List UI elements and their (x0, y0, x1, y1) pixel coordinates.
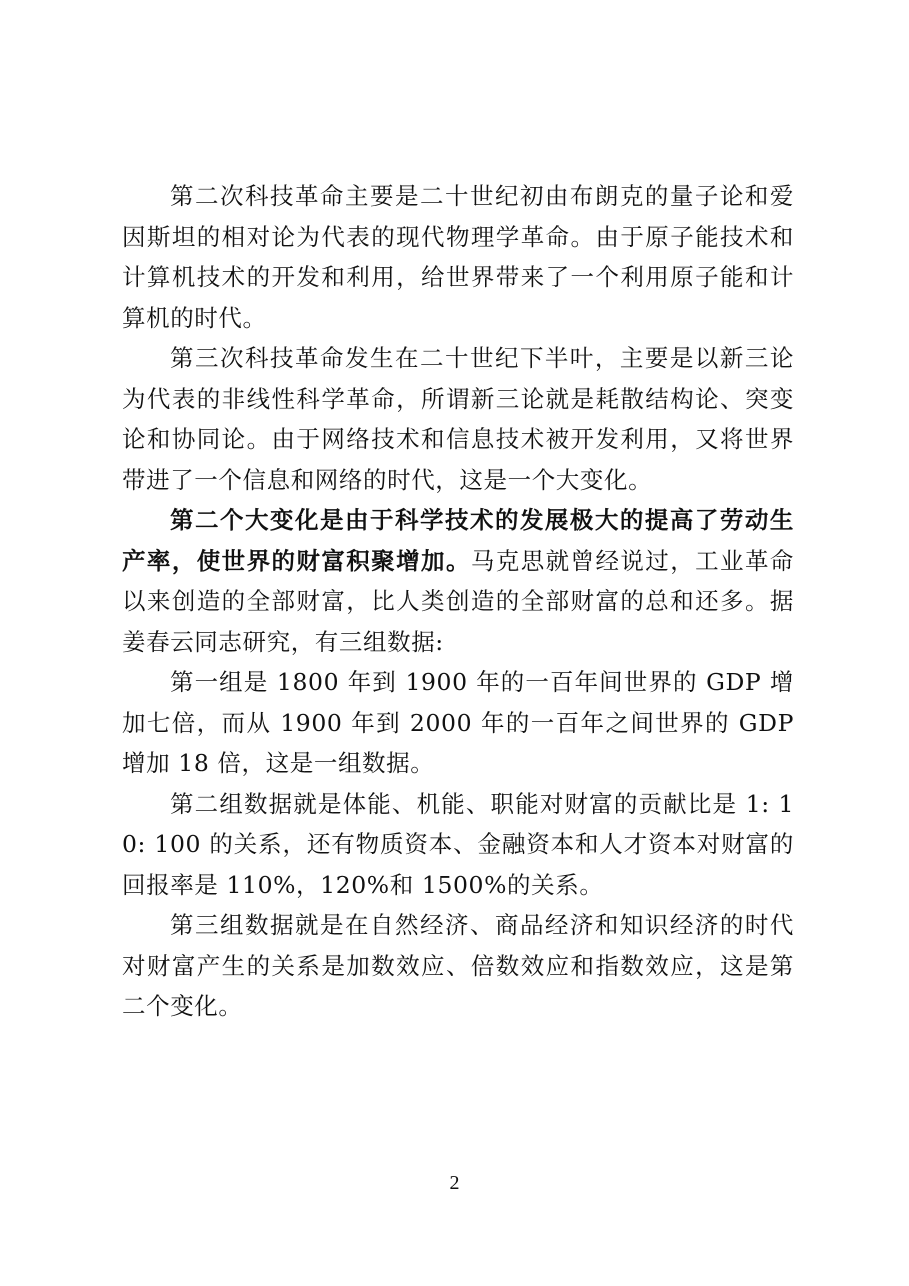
paragraph-data-group-2 (122, 784, 794, 906)
page-number: 2 (449, 1172, 460, 1194)
paragraph-text: 第三组数据就是在自然经济、商品经济和知识经济的时代对财富产生的关系是加数效应、倍数效应和指数效应，这是第二个变化。 (122, 911, 794, 1020)
paragraph-second-change (122, 500, 794, 662)
paragraph-data-group-1 (122, 662, 794, 784)
paragraph-second-revolution (122, 176, 794, 338)
paragraph-data-group-3 (122, 905, 794, 1027)
paragraph-third-revolution (122, 338, 794, 500)
paragraph-text: 第三次科技革命发生在二十世纪下半叶，主要是以新三论为代表的非线性科学革命，所谓新三论就是耗散结构论、突变论和协同论。由于网络技术和信息技术被开发利用，又将世界带进了一个信息和网络的时代，这是一个大变化。 (122, 344, 794, 494)
paragraph-text: 第二次科技革命主要是二十世纪初由布朗克的量子论和爱因斯坦的相对论为代表的现代物理学革命。由于原子能技术和计算机技术的开发和利用，给世界带来了一个利用原子能和计算机的时代。 (122, 182, 794, 332)
paragraph-text: 第二组数据就是体能、机能、职能对财富的贡献比是 1: 10: 100 的关系，还有物质资本、金融资本和人才资本对财富的回报率是 110%，120%和 1500%的关系。 (122, 789, 794, 899)
paragraph-text: 马克思就曾经说过，工业革命以来创造的全部财富，比人类创造的全部财富的总和还多。据姜春云同志研究，有三组数据: (122, 546, 794, 656)
document-body (122, 176, 794, 1027)
bold-heading-text: 第二个大变化是由于科学技术的发展极大的提高了劳动生产率，使世界的财富积聚增加。 (122, 506, 794, 575)
paragraph-text: 第一组是 1800 年到 1900 年的一百年间世界的 GDP 增加七倍，而从 1900 年到 2000 年的一百年之间世界的 GDP 增加 18 倍，这是一组数据。 (122, 668, 794, 777)
